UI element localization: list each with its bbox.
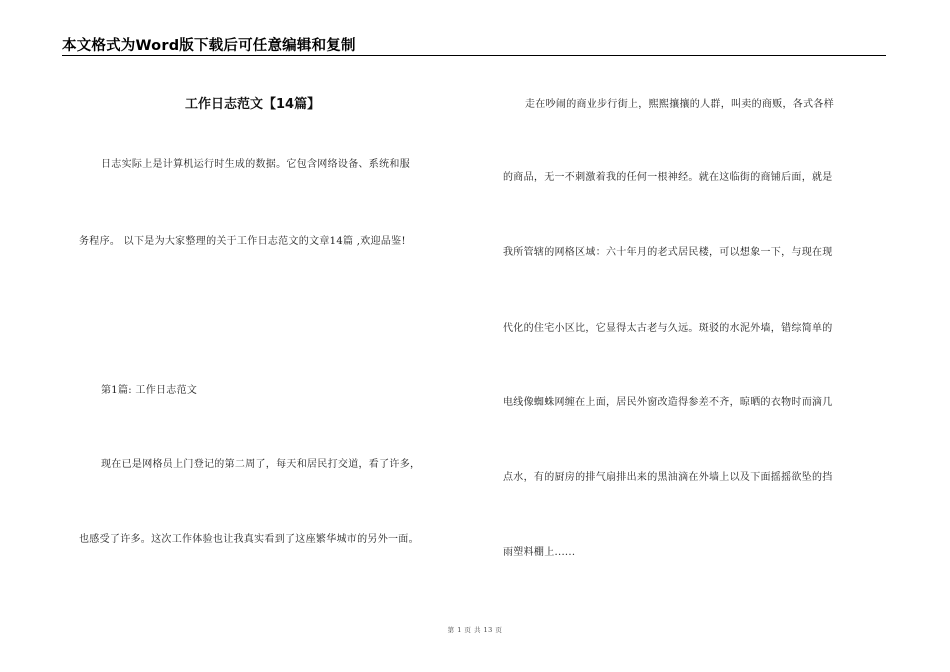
right-line-4: 代化的住宅小区比，它显得太古老与久远。斑驳的水泥外墙，错综简单的 (503, 323, 833, 334)
left-line-2: 务程序。 以下是为大家整理的关于工作日志范文的文章14篇 ,欢迎品鉴! (79, 236, 406, 247)
right-line-2: 的商品，无一不刺激着我的任何一根神经。就在这临街的商铺后面，就是 (503, 172, 833, 183)
left-line-4: 现在已是网格员上门登记的第二周了，每天和居民打交道，看了许多， (101, 459, 421, 470)
right-line-6: 点水，有的厨房的排气扇排出来的黑油滴在外墙上以及下面摇摇欲坠的挡 (503, 472, 833, 483)
right-column (503, 0, 893, 672)
page-number: 第 1 页 共 13 页 (447, 626, 503, 634)
document-banner: 本文格式为Word版下载后可任意编辑和复制 (62, 38, 356, 54)
left-column (79, 0, 479, 672)
left-line-1: 日志实际上是计算机运行时生成的数据。它包含网络设备、系统和服 (101, 159, 410, 170)
section-heading: 第1篇: 工作日志范文 (101, 385, 198, 396)
right-line-1: 走在吵闹的商业步行街上，熙熙攘攘的人群，叫卖的商贩，各式各样 (525, 99, 834, 110)
left-line-5: 也感受了许多。这次工作体验也让我真实看到了这座繁华城市的另外一面。 (79, 534, 419, 545)
right-line-3: 我所管辖的网格区域：六十年月的老式居民楼，可以想象一下，与现在现 (503, 247, 833, 258)
right-line-7: 雨塑料棚上...... (503, 547, 576, 558)
document-title: 工作日志范文【14篇】 (185, 97, 321, 112)
right-line-5: 电线像蜘蛛网缠在上面，居民外窗改造得参差不齐，晾晒的衣物时而滴几 (503, 397, 833, 408)
